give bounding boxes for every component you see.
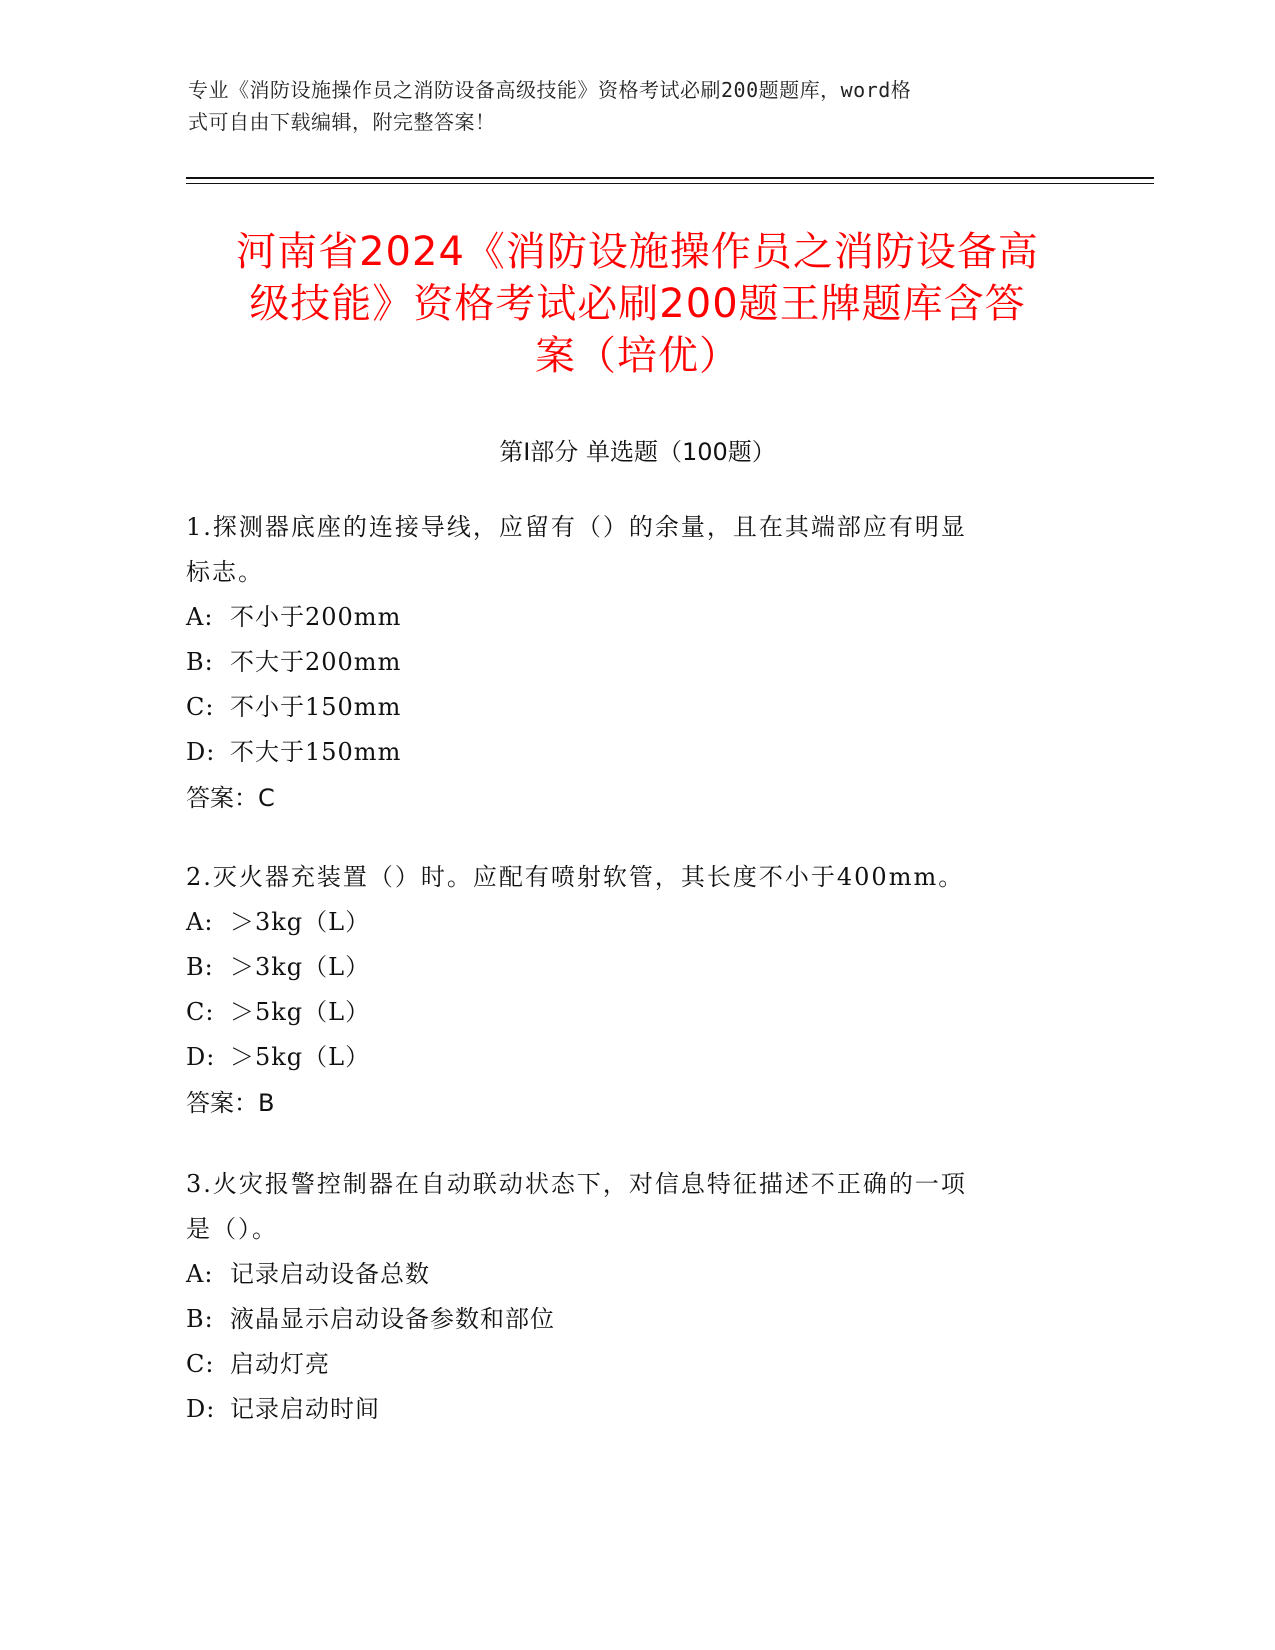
option-a <box>186 1252 1066 1297</box>
answer-line: 答案：C <box>186 784 275 812</box>
option-letter: C: <box>186 998 215 1026</box>
option-letter: C: <box>186 1350 215 1378</box>
option-text: 液晶显示启动设备参数和部位 <box>230 1305 555 1333</box>
option-letter: B: <box>186 1305 214 1333</box>
option-letter: A: <box>186 1260 214 1288</box>
option-text: ＞5kg（L） <box>230 998 371 1026</box>
header-note-line: 专业《消防设施操作员之消防设备高级技能》资格考试必刷200题题库，word格 <box>188 78 912 102</box>
question-stem: 2.灭火器充装置（）时。应配有喷射软管，其长度不小于400mm。 <box>186 863 965 891</box>
option-letter: D: <box>186 1043 216 1071</box>
option-d <box>186 1035 1066 1080</box>
question-item <box>186 505 1066 821</box>
document-title <box>160 226 1115 382</box>
option-letter: A: <box>186 908 214 936</box>
question-stem: 标志。 <box>186 558 264 586</box>
option-letter: D: <box>186 1395 216 1423</box>
option-c <box>186 990 1066 1035</box>
title-line: 河南省2024《消防设施操作员之消防设备高 <box>236 229 1039 275</box>
option-letter: B: <box>186 953 214 981</box>
title-line: 案（培优） <box>535 333 740 379</box>
option-text: 启动灯亮 <box>230 1350 330 1378</box>
option-text: ＞3kg（L） <box>230 953 371 981</box>
option-text: 不小于200mm <box>230 603 402 631</box>
option-b <box>186 1297 1066 1342</box>
option-letter: D: <box>186 738 216 766</box>
option-text: 不大于150mm <box>230 738 402 766</box>
option-b <box>186 945 1066 990</box>
answer-line: 答案：B <box>186 1089 275 1117</box>
question-stem: 3.火灾报警控制器在自动联动状态下，对信息特征描述不正确的一项 <box>186 1170 967 1198</box>
option-text: 不小于150mm <box>230 693 402 721</box>
header-divider-thin <box>186 183 1154 184</box>
option-a <box>186 595 1066 640</box>
question-stem: 1.探测器底座的连接导线，应留有（）的余量，且在其端部应有明显 <box>186 513 967 541</box>
option-text: ＞3kg（L） <box>230 908 371 936</box>
question-item <box>186 855 1066 1126</box>
question-stem: 是（）。 <box>186 1215 278 1243</box>
header-divider-thick <box>186 177 1154 179</box>
option-c <box>186 685 1066 730</box>
question-item <box>186 1162 1066 1432</box>
option-letter: C: <box>186 693 215 721</box>
section-heading: 第Ⅰ部分 单选题（100题） <box>499 438 776 466</box>
header-note <box>188 74 1078 138</box>
option-text: 记录启动设备总数 <box>230 1260 430 1288</box>
option-letter: B: <box>186 648 214 676</box>
option-letter: A: <box>186 603 214 631</box>
option-text: ＞5kg（L） <box>230 1043 371 1071</box>
option-text: 记录启动时间 <box>230 1395 380 1423</box>
option-text: 不大于200mm <box>230 648 402 676</box>
title-line: 级技能》资格考试必刷200题王牌题库含答 <box>249 281 1026 327</box>
option-d <box>186 730 1066 775</box>
option-d <box>186 1387 1066 1432</box>
option-a <box>186 900 1066 945</box>
option-c <box>186 1342 1066 1387</box>
option-b <box>186 640 1066 685</box>
header-note-line: 式可自由下载编辑，附完整答案！ <box>188 110 496 134</box>
